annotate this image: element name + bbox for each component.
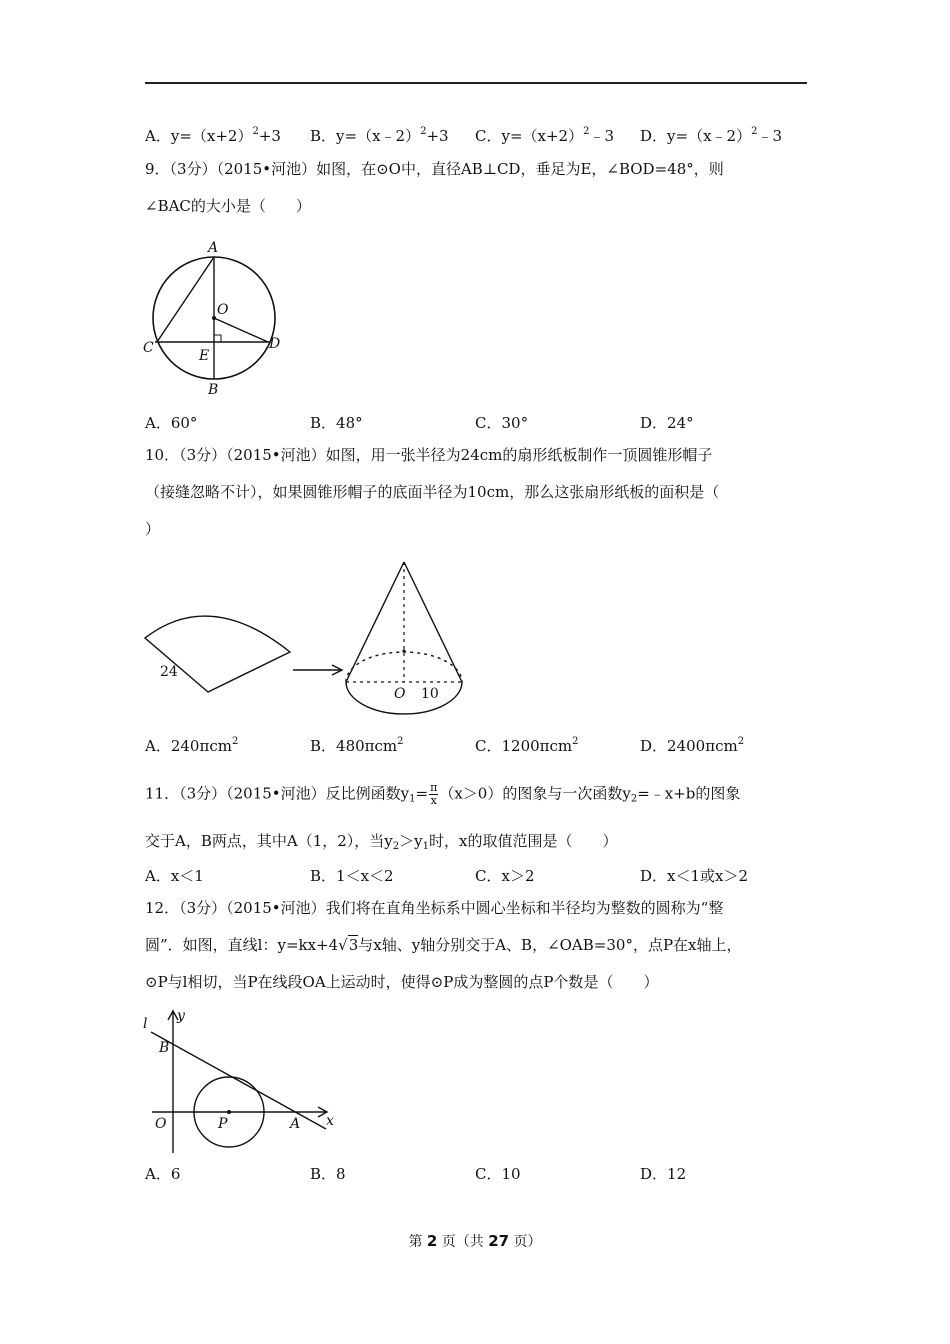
q12-option-b[interactable]: B．8 [310, 1165, 346, 1183]
q12-center-dot [227, 1110, 231, 1114]
q11-stem-line1: 11．（3分）（2015•河池）反比例函数$y_1=$ $\frac{\pi}{x}$ （x＞0）的图象与一次函数$y_2=﹣x+b$的图象 [145, 781, 741, 807]
q11-option-b[interactable]: B．1＜x＜2 [310, 867, 394, 885]
q12-option-c[interactable]: C．10 [475, 1165, 521, 1183]
q10-option-a[interactable]: A．240πcm$^2$ [145, 736, 239, 755]
q10-label-o: O [394, 686, 406, 702]
q9-label-d: D [269, 336, 281, 352]
q12-option-a[interactable]: A．6 [145, 1165, 181, 1183]
q12-coordinate-figure [140, 1008, 340, 1156]
q9-circle-figure [140, 236, 290, 398]
q9-option-d[interactable]: D．24° [640, 414, 694, 432]
q10-cone-right-edge [404, 562, 462, 682]
q8-option-d[interactable]: D．y=（x﹣2）$^2$﹣3 [640, 126, 782, 145]
q9-stem-line1: 9．（3分）（2015•河池）如图，在⊙O中，直径AB⊥CD，垂足为E，∠BOD=48°，则 [145, 160, 724, 178]
q9-label-c: C [143, 340, 154, 356]
q11-option-c[interactable]: C．x＞2 [475, 867, 535, 885]
q9-label-o: O [217, 302, 229, 318]
sqrt-sign: √ [338, 936, 348, 954]
q10-option-c[interactable]: C．1200πcm$^2$ [475, 736, 579, 755]
q9-stem-line2: ∠BAC的大小是（ ） [145, 197, 311, 215]
total-pages: 27 [488, 1232, 510, 1250]
q10-stem-line1: 10．（3分）（2015•河池）如图，用一张半径为24cm的扇形纸板制作一顶圆锥形帽子 [145, 446, 713, 464]
q10-stem-line3: ） [145, 520, 161, 538]
q9-label-e: E [199, 348, 210, 364]
q11-option-d[interactable]: D．x＜1或x＞2 [640, 867, 749, 885]
q10-label-24: 24 [160, 664, 178, 680]
q10-sector [145, 616, 290, 692]
q11-stem-line2: 交于A，B两点，其中A（1，2），当$y_2>y_1$时，x的取值范围是（ ） [145, 832, 618, 852]
q8-option-c[interactable]: C．$y=(x+2)^2﹣3$ [475, 126, 615, 145]
q12-label-o: O [155, 1116, 167, 1132]
q12-label-x: x [326, 1113, 334, 1129]
q10-sector-cone-figure [140, 555, 470, 720]
q10-option-d[interactable]: D．2400πcm$^2$ [640, 736, 745, 755]
q9-label-b: B [208, 382, 219, 398]
q9-radius-od [214, 318, 268, 342]
q12-label-a: A [290, 1116, 301, 1132]
q11-fraction: $\frac{\pi}{x}$ [430, 781, 438, 807]
q9-chord-ac [157, 257, 214, 342]
q12-line-l [151, 1032, 326, 1129]
q10-apex-dot [402, 649, 405, 652]
q11-option-a[interactable]: A．x＜1 [145, 867, 204, 885]
page-number: 2 [426, 1232, 438, 1250]
q12-option-d[interactable]: D．12 [640, 1165, 687, 1183]
header-rule [145, 82, 807, 84]
q12-label-l: l [143, 1016, 148, 1032]
q9-option-b[interactable]: B．48° [310, 414, 363, 432]
q10-label-10: 10 [421, 686, 439, 702]
q12-stem-line3: ⊙P与l相切，当P在线段OA上运动时，使得⊙P成为整圆的点P个数是（ ） [145, 973, 659, 991]
q12-label-b: B [159, 1040, 170, 1056]
q9-right-angle-mark [214, 335, 221, 342]
q9-option-a[interactable]: A．60° [145, 414, 198, 432]
q8-option-b[interactable]: B．y=（x﹣2）$^2$+3 [310, 126, 449, 145]
q12-stem-line2: 圆”．如图，直线l：y=kx+4√3与x轴、y轴分别交于A、B，∠OAB=30°，点P在x轴上， [145, 936, 742, 954]
q9-label-a: A [208, 240, 219, 256]
q9-option-c[interactable]: C．30° [475, 414, 529, 432]
q12-label-y: y [177, 1008, 185, 1024]
page-footer: 第 2 页（共 27 页） [408, 1232, 542, 1250]
q9-center-dot [212, 316, 216, 320]
q10-option-b[interactable]: B．480πcm$^2$ [310, 736, 404, 755]
q10-stem-line2: （接缝忽略不计），如果圆锥形帽子的底面半径为10cm，那么这张扇形纸板的面积是（ [145, 483, 720, 501]
q10-cone-left-edge [346, 562, 404, 682]
q8-option-a[interactable]: A．$y=(x+2)^2+3$ [145, 126, 281, 145]
q12-label-p: P [218, 1116, 228, 1132]
q12-stem-line1: 12．（3分）（2015•河池）我们将在直角坐标系中圆心坐标和半径均为整数的圆称为“整 [145, 899, 724, 917]
